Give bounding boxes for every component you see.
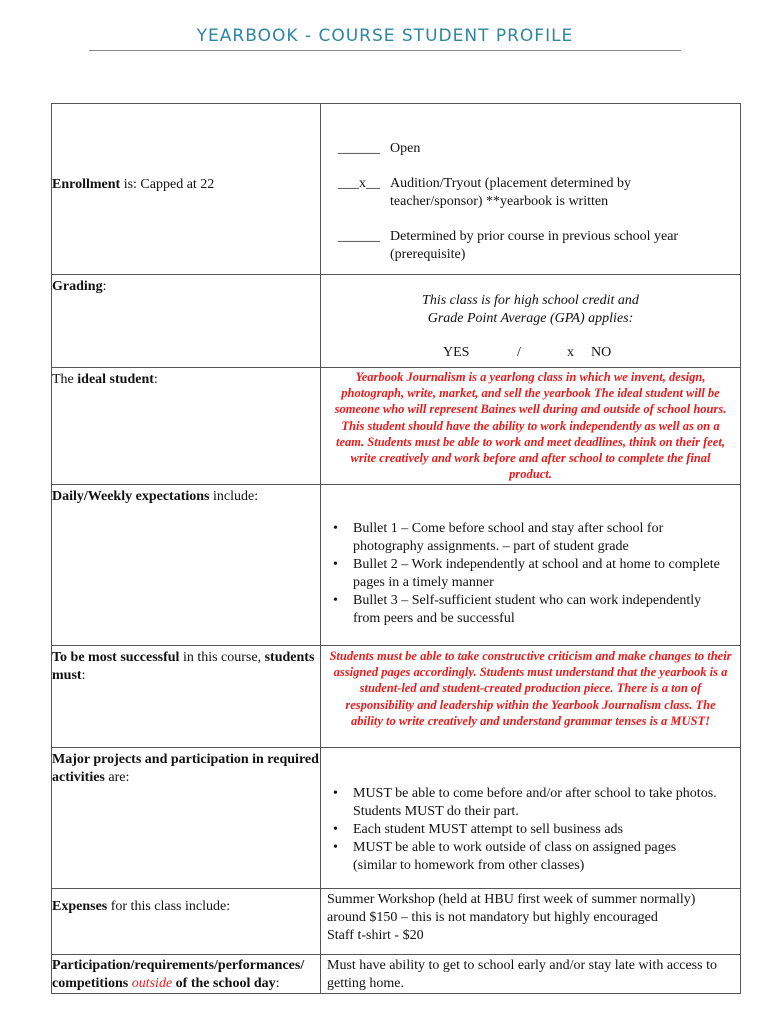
enrollment-option xyxy=(338,175,720,211)
bullet-icon: • xyxy=(333,593,338,608)
table-row xyxy=(52,646,741,748)
enrollment-option xyxy=(338,228,720,264)
expenses-label-bold: Expenses xyxy=(52,899,108,914)
expenses-line: Staff t-shirt - $20 xyxy=(327,928,424,943)
grading-yes: YES xyxy=(443,345,470,360)
successful-text: Students must be able to take constructive criticism and make changes to their assigned pages accordingly. Students must understand that the yearbook is a student-led and student-created production piece. There is a ton of responsibility and leadership within the Yearbook Journalism class. The ability to write creatively and understand grammar tenses is a MUST! xyxy=(329,649,732,728)
grading-label-bold: Grading xyxy=(52,279,103,294)
enrollment-label-bold: Enrollment xyxy=(52,177,121,192)
projects-label-bold: Major projects and participation in required activities xyxy=(52,752,319,785)
successful-label-bold: To be most successful xyxy=(52,650,180,665)
ideal-student-label xyxy=(52,371,320,389)
table-row xyxy=(52,485,741,646)
daily-label-bold: Daily/Weekly expectations xyxy=(52,489,210,504)
option-blank: ______ xyxy=(338,141,380,156)
participation-label-outside: outside xyxy=(131,976,173,991)
profile-table xyxy=(51,103,741,994)
bullet-icon: • xyxy=(333,822,338,837)
participation-label-bold: Participation/requirements/performances/ competitions xyxy=(52,958,305,991)
option-blank: ______ xyxy=(338,229,380,244)
daily-label-rest: include: xyxy=(209,489,259,504)
bullet-text: Bullet 3 – Self-sufficient student who can work independently from peers and be successful xyxy=(353,593,702,626)
list-item xyxy=(321,785,722,821)
ideal-student-cell xyxy=(321,368,741,485)
list-item xyxy=(321,556,722,592)
table-row xyxy=(52,889,741,955)
expenses-cell xyxy=(321,889,741,955)
grading-choice xyxy=(321,344,740,362)
ideal-label-rest: : xyxy=(153,372,158,387)
ideal-student-label-cell xyxy=(52,368,321,485)
option-blank: ___x__ xyxy=(338,176,380,191)
bullet-text: Bullet 2 – Work independently at school and at home to complete pages in a timely manner xyxy=(353,557,720,590)
ideal-label-bold: ideal student xyxy=(77,372,154,387)
expenses-label xyxy=(52,898,320,916)
grading-no: NO xyxy=(591,345,612,360)
expenses-line: Summer Workshop (held at HBU first week of summer normally) around $150 – this is not mandatory but highly encouraged xyxy=(327,892,696,925)
enrollment-label-cell xyxy=(52,104,321,275)
projects-label-rest: are: xyxy=(104,770,130,785)
bullet-text: MUST be able to work outside of class on assigned pages (similar to homework from other classes) xyxy=(353,840,677,873)
enrollment-options-cell xyxy=(321,104,741,275)
expenses-label-rest: for this class include: xyxy=(107,899,231,914)
daily-cell xyxy=(321,485,741,646)
daily-label-cell xyxy=(52,485,321,646)
table-row xyxy=(52,748,741,889)
expenses-label-cell xyxy=(52,889,321,955)
title-divider xyxy=(89,50,681,51)
option-text: Audition/Tryout (placement determined by teacher/sponsor) **yearbook is written xyxy=(390,176,631,209)
enrollment-option xyxy=(338,140,720,158)
grading-label-cell xyxy=(52,275,321,368)
participation-text: Must have ability to get to school early and/or stay late with access to getting home. xyxy=(327,958,717,991)
successful-label-bold2: students must xyxy=(52,650,315,683)
bullet-icon: • xyxy=(333,521,338,536)
projects-label-cell xyxy=(52,748,321,889)
grading-label xyxy=(52,278,320,296)
enrollment-label-rest: is: Capped at 22 xyxy=(120,177,215,192)
projects-bullet-list xyxy=(321,785,740,875)
participation-label-bold2: of the school day xyxy=(172,976,276,991)
bullet-icon: • xyxy=(333,557,338,572)
list-item xyxy=(321,520,722,556)
grading-slash: / xyxy=(517,345,521,360)
bullet-icon: • xyxy=(333,786,338,801)
list-item xyxy=(321,821,722,839)
successful-label-rest2: : xyxy=(81,668,86,683)
grading-label-rest: : xyxy=(102,279,107,294)
projects-cell xyxy=(321,748,741,889)
bullet-text: Bullet 1 – Come before school and stay after school for photography assignments. – part of student grade xyxy=(353,521,664,554)
bullet-text: MUST be able to come before and/or after school to take photos. Students MUST do their part. xyxy=(353,786,717,819)
successful-label-cell xyxy=(52,646,321,748)
bullet-icon: • xyxy=(333,840,338,855)
participation-label xyxy=(52,957,320,993)
grading-mark: x xyxy=(567,345,574,360)
table-row xyxy=(52,955,741,994)
bullet-text: Each student MUST attempt to sell business ads xyxy=(353,822,623,837)
table-row xyxy=(52,368,741,485)
successful-label-rest: in this course, xyxy=(179,650,265,665)
participation-label-cell xyxy=(52,955,321,994)
expenses-text xyxy=(321,891,740,945)
participation-cell xyxy=(321,955,741,994)
participation-label-rest: : xyxy=(275,976,280,991)
ideal-student-text: Yearbook Journalism is a yearlong class in which we invent, design, photograph, write, market, and sell the yearbook The ideal student will be someone who will represent Baines well during and outside of school hours. This student should have the ability to work independently as well as on a team. Students must be able to work and meet deadlines, think on their feet, write creatively and work before and after school to complete the final product. xyxy=(334,370,727,482)
table-row xyxy=(52,104,741,275)
grading-cell xyxy=(321,275,741,368)
page-title: YEARBOOK - COURSE STUDENT PROFILE xyxy=(196,26,574,46)
option-text: Open xyxy=(390,141,421,156)
daily-bullet-list xyxy=(321,520,740,628)
enrollment-label xyxy=(52,176,320,194)
daily-label xyxy=(52,488,320,506)
successful-label xyxy=(52,649,320,685)
option-text: Determined by prior course in previous school year (prerequisite) xyxy=(390,229,679,262)
projects-label xyxy=(52,751,320,787)
list-item xyxy=(321,839,722,875)
list-item xyxy=(321,592,722,628)
grading-statement: This class is for high school credit and Grade Point Average (GPA) applies: xyxy=(422,293,639,326)
ideal-label-pre: The xyxy=(52,372,78,387)
table-row xyxy=(52,275,741,368)
successful-cell xyxy=(321,646,741,748)
